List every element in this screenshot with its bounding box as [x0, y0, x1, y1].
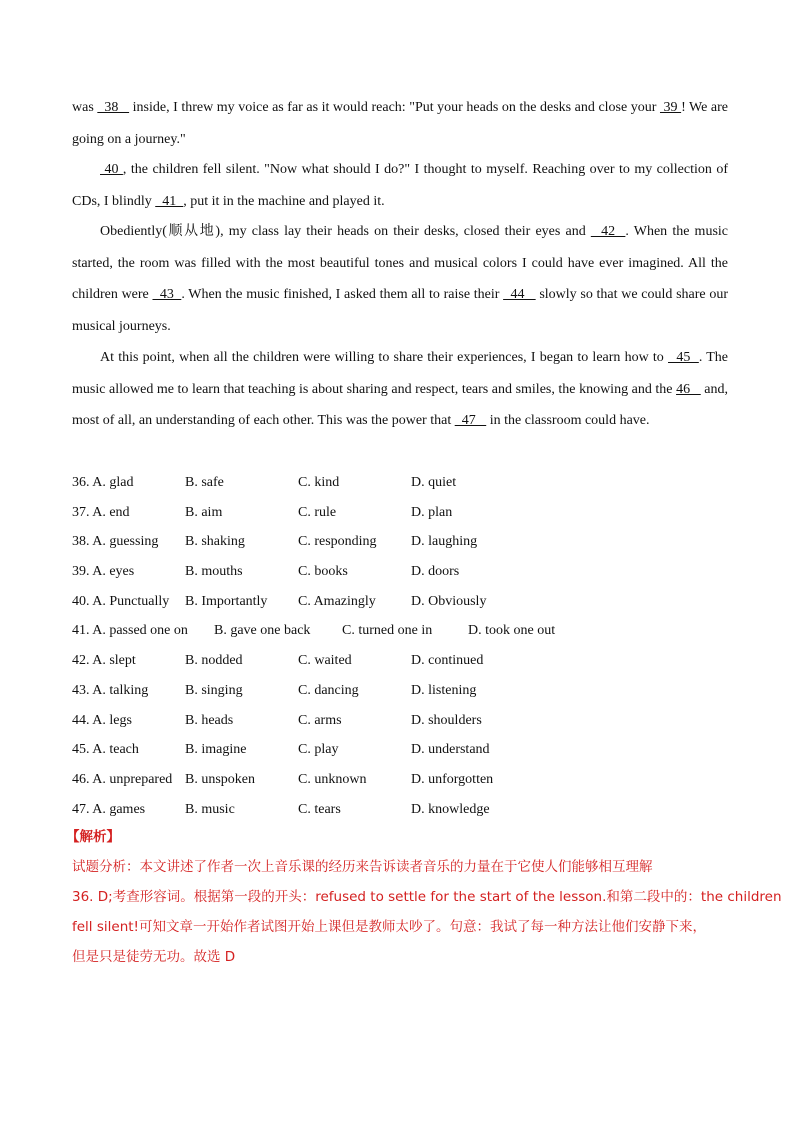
passage-text: , the children fell silent. "Now what should I do?" I thought to myself. Reaching over to my collection of CDs, I blindly	[72, 162, 729, 209]
option-c: C. play	[298, 742, 339, 758]
passage-text: At this point, when all the children were willing to share their experiences, I began to learn how to	[100, 350, 669, 365]
option-d: D. knowledge	[411, 801, 490, 817]
blank-39: 39	[659, 100, 682, 115]
blank-45: 45	[668, 350, 699, 365]
option-a: 42. A. slept	[72, 653, 136, 669]
passage-text: in the classroom could have.	[486, 413, 650, 428]
option-row-45	[72, 735, 728, 765]
option-c: C. Amazingly	[298, 593, 376, 609]
option-c: C. turned one in	[342, 623, 433, 639]
option-row-46	[72, 765, 728, 795]
option-b: B. shaking	[185, 534, 245, 550]
option-b: B. imagine	[185, 742, 247, 758]
option-b: B. singing	[185, 682, 243, 698]
option-a: 45. A. teach	[72, 742, 139, 758]
option-c: C. rule	[298, 504, 337, 520]
option-d: D. continued	[411, 653, 484, 669]
option-b: B. unspoken	[185, 771, 255, 787]
option-b: B. nodded	[185, 653, 243, 669]
option-d: D. shoulders	[411, 712, 482, 728]
option-d: D. Obviously	[411, 593, 487, 609]
option-row-36	[72, 468, 728, 498]
analysis-summary: 试题分析：本文讲述了作者一次上音乐课的经历来告诉读者音乐的力量在于它使人们能够相互理解	[72, 859, 653, 875]
blank-42: 42	[590, 224, 626, 239]
option-b: B. heads	[185, 712, 234, 728]
option-a: 38. A. guessing	[72, 534, 159, 550]
passage-text: , put it in the machine and played it.	[183, 193, 385, 209]
passage-text: slowly so that we could share our musical journeys.	[72, 287, 728, 334]
option-d: D. understand	[411, 742, 490, 758]
option-a: 44. A. legs	[72, 712, 132, 728]
option-b: B. gave one back	[214, 623, 311, 639]
option-c: C. responding	[298, 534, 377, 550]
passage-text: . The music allowed me to learn that teaching is about sharing and respect, tears and smiles, the knowing and the	[72, 350, 729, 397]
blank-38: 38	[97, 100, 130, 115]
option-row-42	[72, 646, 728, 676]
analysis-answer-line: 36. D;考查形容词。根据第一段的开头：refused to settle for the start of the lesson.和第二段中的：the children	[72, 889, 782, 905]
passage-text: was	[72, 100, 98, 115]
option-c: C. waited	[298, 653, 352, 669]
blank-40: 40	[100, 162, 123, 177]
option-row-38	[72, 527, 728, 557]
option-a: 36. A. glad	[72, 475, 134, 490]
blank-47: 47	[454, 413, 487, 428]
option-c: C. dancing	[298, 682, 359, 698]
option-b: B. mouths	[185, 564, 243, 580]
option-row-44	[72, 706, 728, 736]
blank-43: 43	[152, 287, 182, 302]
option-row-47	[72, 795, 728, 825]
option-row-40	[72, 587, 728, 617]
passage-paragraph-2	[72, 154, 728, 217]
option-a: 43. A. talking	[72, 682, 149, 698]
option-a: 46. A. unprepared	[72, 771, 173, 787]
answer-options	[72, 468, 728, 824]
option-d: D. doors	[411, 564, 460, 580]
option-c: C. tears	[298, 801, 341, 817]
blank-46: 46	[676, 381, 701, 397]
passage-paragraph-3	[72, 216, 728, 342]
passage-text: . When the music started, the room was filled with the most beautiful tones and musical colors I could have ever imagined. All the children were	[72, 224, 728, 302]
option-c: C. arms	[298, 712, 342, 728]
passage-text: ! We are going on a journey."	[72, 100, 729, 147]
blank-44: 44	[503, 287, 536, 302]
option-c: C. books	[298, 564, 348, 580]
passage-paragraph-1	[72, 92, 728, 155]
option-row-43	[72, 676, 728, 706]
option-b: B. aim	[185, 504, 223, 520]
option-c: C. unknown	[298, 771, 367, 787]
option-row-37	[72, 498, 728, 528]
option-b: B. music	[185, 801, 235, 817]
option-a: 40. A. Punctually	[72, 593, 170, 609]
analysis-answer-line: fell silent!可知文章一开始作者试图开始上课但是教师太吵了。句意：我试了每一种方法让他们安静下来，	[72, 919, 706, 935]
option-d: D. took one out	[468, 623, 556, 639]
passage-text: inside, I threw my voice as far as it would reach: "Put your heads on the desks and close your	[129, 100, 660, 115]
option-d: D. unforgotten	[411, 771, 494, 787]
option-a: 37. A. end	[72, 504, 130, 520]
passage-text: and, most of all, an understanding of each other. This was the power that	[72, 381, 729, 428]
passage-text: . When the music finished, I asked them all to raise their	[181, 287, 504, 302]
option-a: 41. A. passed one on	[72, 623, 188, 639]
option-d: D. quiet	[411, 475, 457, 490]
passage-paragraph-4	[72, 342, 728, 437]
option-c: C. kind	[298, 475, 340, 490]
analysis-section	[66, 822, 782, 972]
option-b: B. safe	[185, 475, 224, 490]
option-row-39	[72, 557, 728, 587]
option-a: 47. A. games	[72, 801, 146, 817]
blank-41: 41	[155, 193, 184, 209]
passage-text: Obediently(顺从地), my class lay their heads on their desks, closed their eyes and	[100, 224, 591, 239]
option-row-41	[72, 616, 728, 646]
analysis-answer-line: 但是只是徒劳无功。故选 D	[72, 949, 236, 965]
option-d: D. plan	[411, 504, 453, 520]
option-b: B. Importantly	[185, 593, 268, 609]
option-a: 39. A. eyes	[72, 564, 135, 580]
option-d: D. laughing	[411, 534, 478, 550]
analysis-heading: 【解析】	[66, 829, 120, 845]
option-d: D. listening	[411, 682, 477, 698]
